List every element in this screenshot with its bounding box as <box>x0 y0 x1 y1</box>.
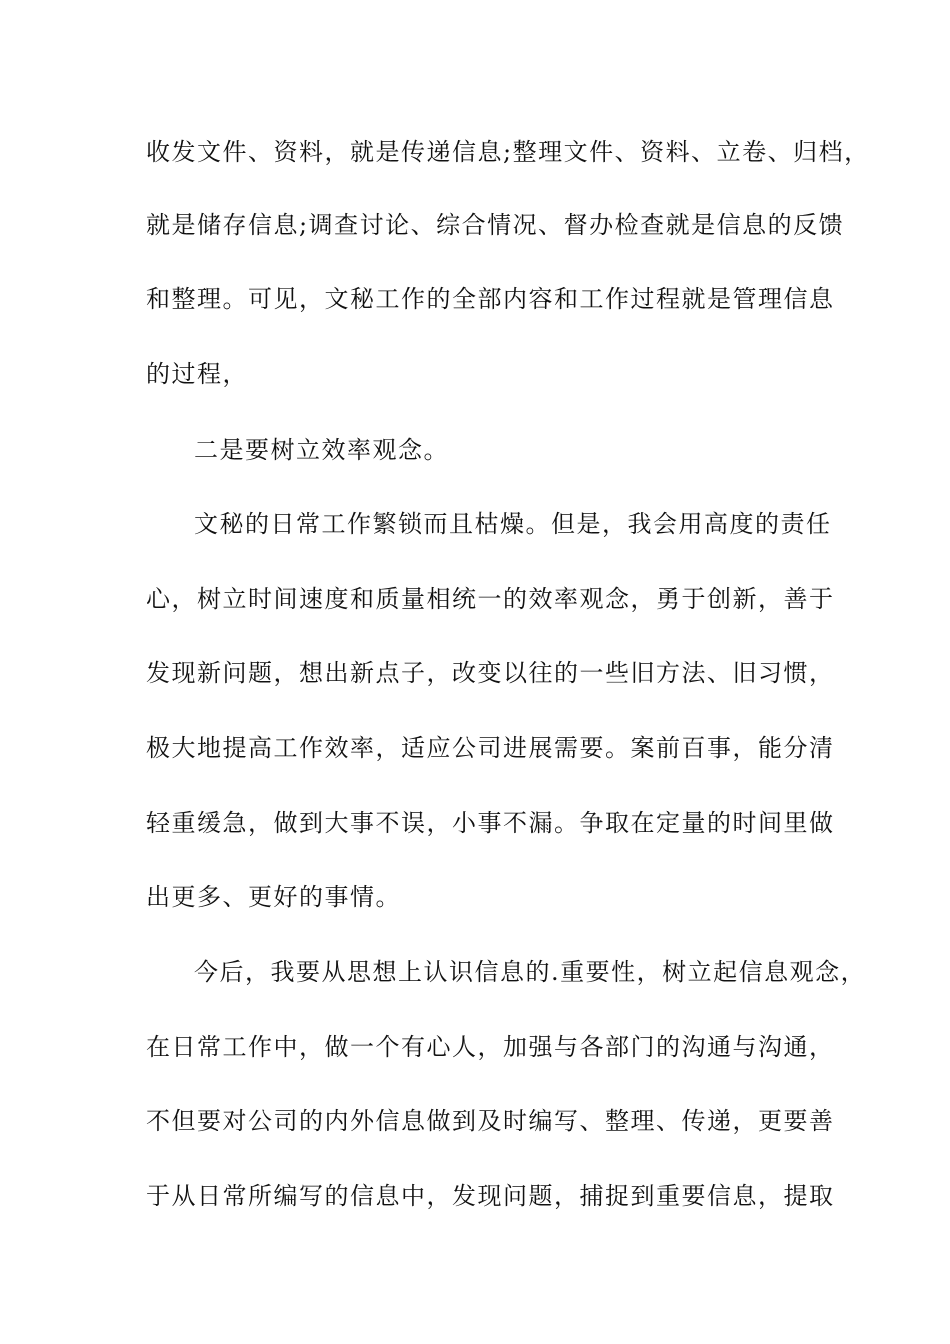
text-line: 出更多、更好的事情。 <box>146 883 401 911</box>
text-line: 轻重缓急，做到大事不误，小事不漏。争取在定量的时间里做 <box>146 809 835 837</box>
text-line: 不但要对公司的内外信息做到及时编写、整理、传递，更要善 <box>146 1107 835 1135</box>
text-line: 极大地提高工作效率，适应公司进展需要。案前百事，能分清 <box>146 734 835 762</box>
text-line: 今后，我要从思想上认识信息的.重要性，树立起信息观念， <box>194 958 867 986</box>
text-line: 就是储存信息;调查讨论、综合情况、督办检查就是信息的反馈 <box>146 211 845 239</box>
text-line: 收发文件、资料，就是传递信息;整理文件、资料、立卷、归档， <box>146 138 870 166</box>
text-line: 和整理。可见，文秘工作的全部内容和工作过程就是管理信息 <box>146 285 835 313</box>
text-line: 的过程， <box>146 360 248 388</box>
text-line: 在日常工作中，做一个有心人，加强与各部门的沟通与沟通， <box>146 1033 835 1061</box>
text-line: 文秘的日常工作繁锁而且枯燥。但是，我会用高度的责任 <box>194 510 832 538</box>
text-line: 心，树立时间速度和质量相统一的效率观念，勇于创新，善于 <box>146 585 835 613</box>
section-heading: 二是要树立效率观念。 <box>194 436 449 464</box>
text-line: 发现新问题，想出新点子，改变以往的一些旧方法、旧习惯， <box>146 659 835 687</box>
text-line: 于从日常所编写的信息中，发现问题，捕捉到重要信息，提取 <box>146 1182 835 1210</box>
